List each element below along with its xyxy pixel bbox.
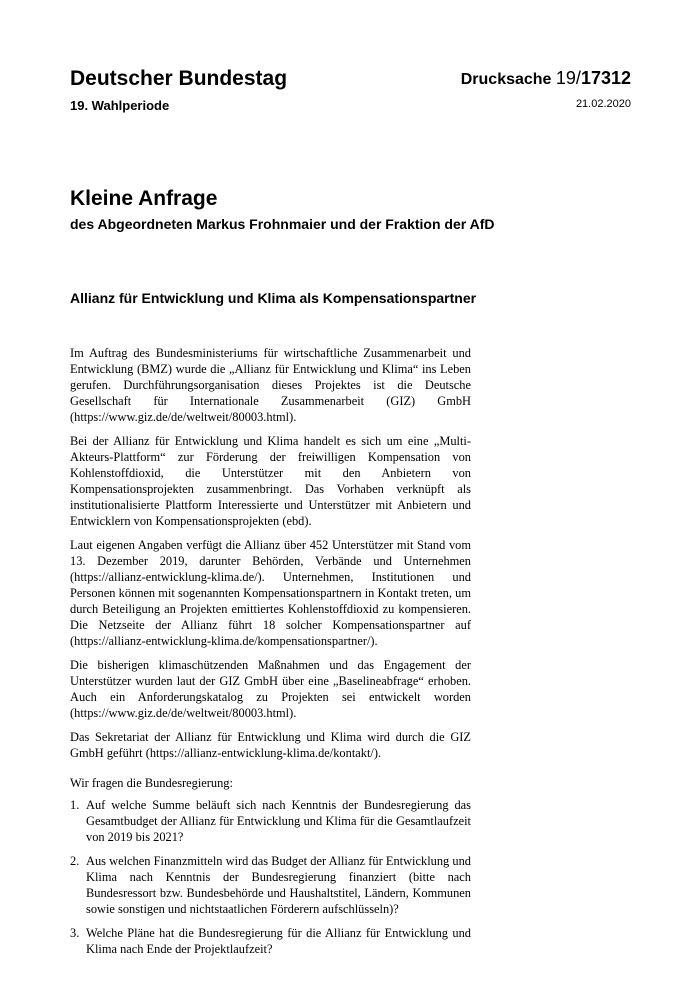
paragraph: Laut eigenen Angaben verfügt die Allianz über 452 Unterstützer mit Stand vom 13. Dezember 2019, darunter Behörden, Verbände und Unternehmen (https://allianz-entwicklung-klima.de/). Unternehmen, Institutionen und Personen können mit sogenannten Kompensationspartnern in Kontakt treten, um durch Beteiligung an Projekten emittiertes Kohlenstoffdioxid zu kompensieren. Die Netzseite der Allianz führt 18 solcher Kompensationspartner auf (https://allianz-entwicklung-klima.de/kompensationspartner/). <box>70 538 471 648</box>
question-item <box>70 853 471 917</box>
institution-name: Deutscher Bundestag <box>70 67 288 90</box>
drucksache-number <box>461 67 631 91</box>
question-list <box>70 797 471 957</box>
question-item <box>70 797 471 845</box>
drucksache-label: Drucksache <box>460 71 552 88</box>
document-body <box>70 345 471 965</box>
paragraph: Das Sekretariat der Allianz für Entwicklung und Klima wird durch die GIZ GmbH geführt (https://allianz-entwicklung-klima.de/kontakt/). <box>70 730 471 760</box>
drucksache-prefix: 19/ <box>555 68 581 88</box>
paragraph: Im Auftrag des Bundesministeriums für wirtschaftliche Zusammenarbeit und Entwicklung (BMZ) wurde die „Allianz für Entwicklung und Klima“ ins Leben gerufen. Durchführungsorganisation dieses Projektes ist die Deutsche Gesellschaft für Internationale Zusammenarbeit (GIZ) GmbH (https://www.giz.de/de/weltweit/80003.html). <box>70 346 471 424</box>
question-number: 1. <box>70 798 80 812</box>
paragraph: Die bisherigen klimaschützenden Maßnahmen und das Engagement der Unterstützer wurden laut der GIZ GmbH über eine „Baselineabfrage“ erhoben. Auch ein Anforderungskatalog zu Projekten sei entwickelt worden (https://www.giz.de/de/weltweit/80003.html). <box>70 658 471 720</box>
paragraph: Bei der Allianz für Entwicklung und Klima handelt es sich um eine „Multi-Akteurs-Plattform“ zur Förderung der freiwilligen Kompensation von Kohlenstoffdioxid, die Unterstützer mit den Anbietern von Kompensationsprojekten zusammenbringt. Das Vorhaben verknüpft als institutionalisierte Plattform Interessierte und Unterstützer mit Anbietern und Entwicklern von Kompensationsprojekten (ebd). <box>70 434 471 528</box>
header-right <box>461 67 631 111</box>
question-text: Aus welchen Finanzmitteln wird das Budget der Allianz für Entwicklung und Klima nach Kenntnis der Bundesregierung finanziert (bitte nach Bundesressort bzw. Bundesbehörde und Haushaltstitel, Ländern, Kommunen sowie sonstigen und nichtstaatlichen Förderern aufschlüsseln)? <box>86 854 471 916</box>
document-type: Kleine Anfrage <box>70 187 218 210</box>
question-number: 2. <box>70 854 80 868</box>
author-line: des Abgeordneten Markus Frohnmaier und der Fraktion der AfD <box>70 216 495 232</box>
drucksache-id: 17312 <box>580 68 631 88</box>
question-number: 3. <box>70 926 80 940</box>
header-left <box>70 66 287 114</box>
question-item <box>70 925 471 957</box>
questions-intro: Wir fragen die Bundesregierung: <box>70 776 233 790</box>
question-text: Welche Pläne hat die Bundesregierung für die Allianz für Entwicklung und Klima nach Ende der Projektlaufzeit? <box>86 926 471 956</box>
document-date: 21.02.2020 <box>575 98 631 110</box>
document-subject: Allianz für Entwicklung und Klima als Kompensationspartner <box>70 290 477 306</box>
question-text: Auf welche Summe beläuft sich nach Kenntnis der Bundesregierung das Gesamtbudget der Allianz für Entwicklung und Klima für die Gesamtlaufzeit von 2019 bis 2021? <box>86 798 471 844</box>
wahlperiode: 19. Wahlperiode <box>70 98 170 113</box>
